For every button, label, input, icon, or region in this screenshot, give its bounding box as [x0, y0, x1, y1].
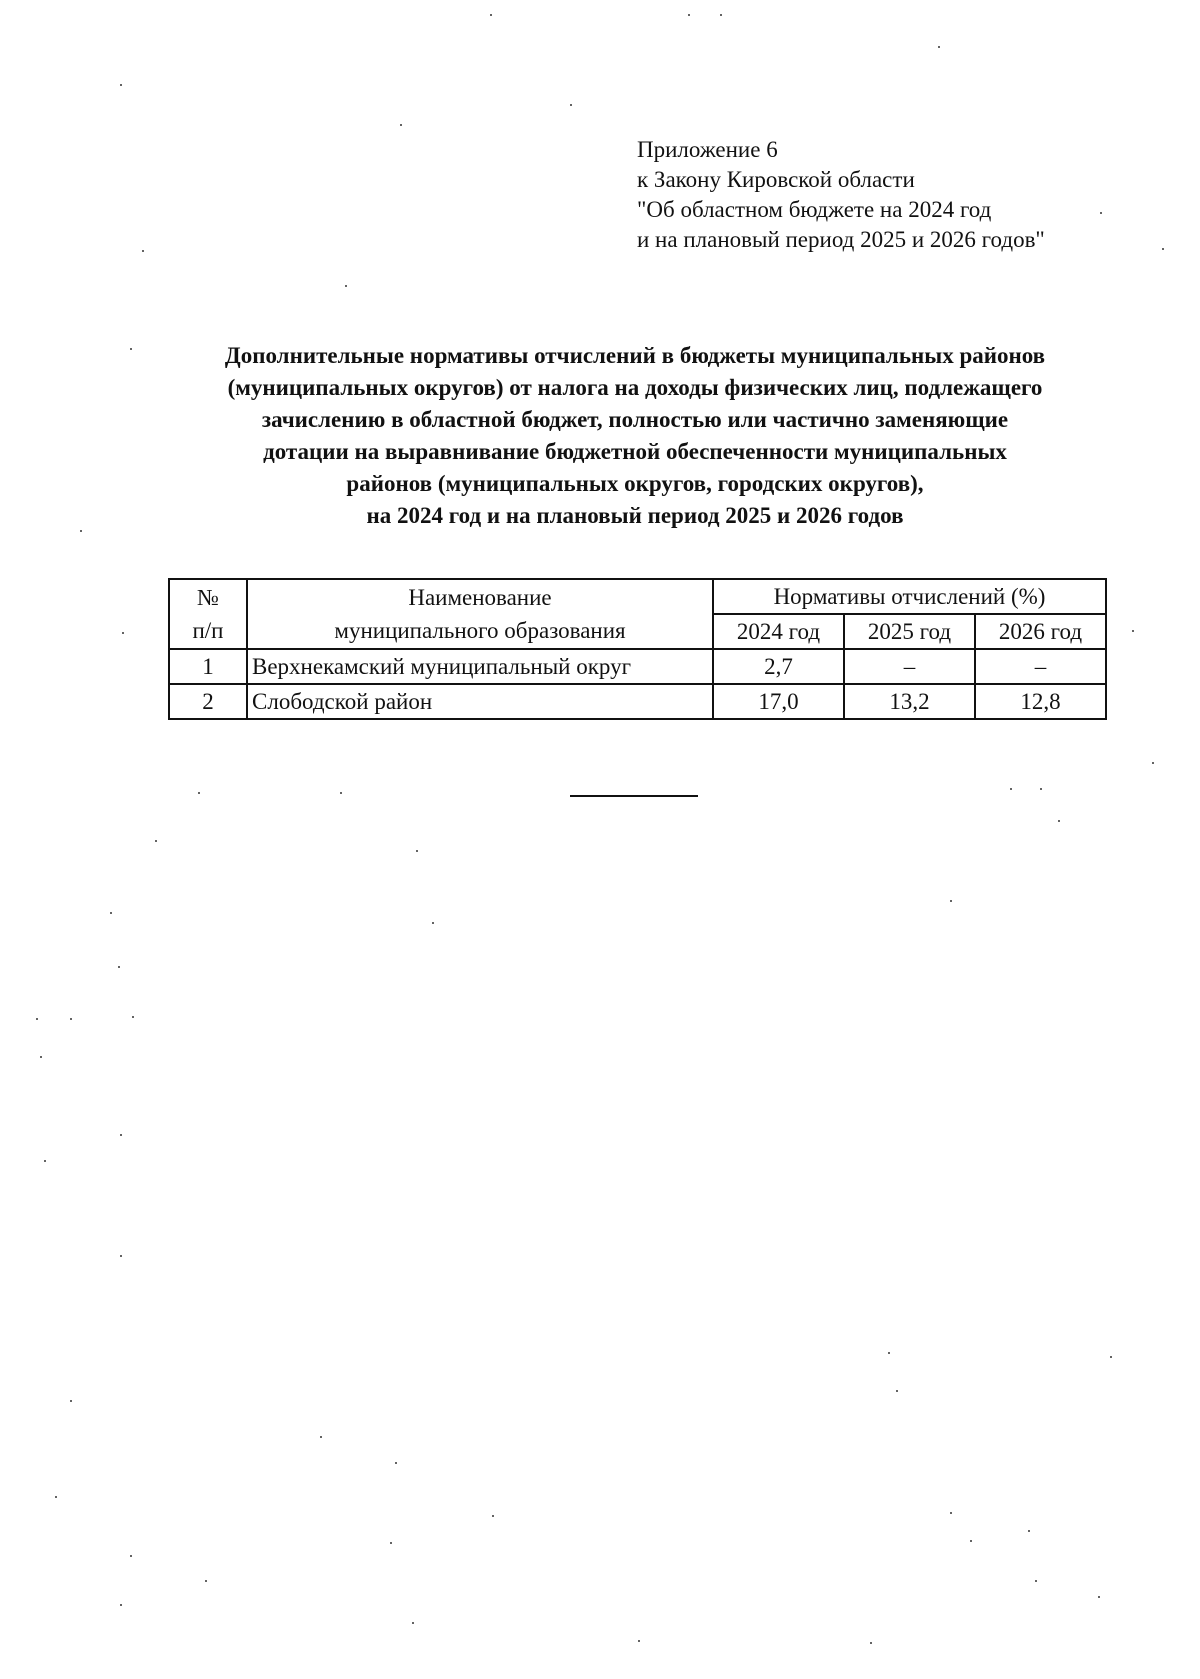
scan-speck [492, 1515, 494, 1517]
header-year-2025: 2025 год [844, 614, 975, 649]
scan-speck [938, 46, 940, 48]
title-line-2: (муниципальных округов) от налога на доходы физических лиц, подлежащего [227, 375, 1043, 400]
scan-speck [896, 1390, 898, 1392]
header-num-line-2: п/п [192, 618, 224, 643]
scan-speck [688, 14, 690, 16]
scan-speck [130, 1555, 132, 1557]
scan-speck [638, 1640, 640, 1642]
scan-speck [1100, 212, 1102, 214]
scan-speck [40, 1056, 42, 1058]
scan-speck [132, 1016, 134, 1018]
header-year-2024: 2024 год [713, 614, 844, 649]
header-norms-group: Нормативы отчислений (%) [713, 579, 1106, 614]
row-num: 1 [169, 649, 247, 684]
row-value-2025: 13,2 [844, 684, 975, 719]
scan-speck [950, 900, 952, 902]
scan-speck [416, 850, 418, 852]
document-title [160, 340, 1110, 532]
scan-speck [1132, 630, 1134, 632]
scan-speck [345, 285, 347, 287]
norms-table [168, 578, 1107, 720]
scan-speck [142, 250, 144, 252]
row-value-2026: – [975, 649, 1106, 684]
scan-speck [120, 1134, 122, 1136]
row-name: Слободской район [247, 684, 713, 719]
table-row [169, 684, 1106, 719]
appendix-line-3: "Об областном бюджете на 2024 год [637, 197, 992, 222]
title-line-1: Дополнительные нормативы отчислений в бюджеты муниципальных районов [224, 343, 1046, 368]
end-of-document-rule [570, 795, 698, 797]
title-line-5: районов (муниципальных округов, городских округов), [346, 471, 924, 496]
scan-speck [55, 1496, 57, 1498]
scan-speck [412, 1622, 414, 1624]
header-num [169, 579, 247, 649]
scan-speck [155, 840, 157, 842]
row-num: 2 [169, 684, 247, 719]
table-header-row-1 [169, 579, 1106, 614]
scan-speck [390, 1542, 392, 1544]
appendix-line-1: Приложение 6 [637, 137, 778, 162]
scan-speck [950, 1512, 952, 1514]
scan-speck [36, 1018, 38, 1020]
scan-speck [1110, 1356, 1112, 1358]
row-value-2025: – [844, 649, 975, 684]
scan-speck [1028, 1530, 1030, 1532]
scan-speck [120, 84, 122, 86]
scan-speck [432, 922, 434, 924]
scan-speck [888, 1352, 890, 1354]
scan-speck [122, 632, 124, 634]
row-name: Верхнекамский муниципальный округ [247, 649, 713, 684]
scan-speck [70, 1400, 72, 1402]
scan-speck [1010, 788, 1012, 790]
scan-speck [130, 348, 132, 350]
scan-speck [1162, 248, 1164, 250]
header-name [247, 579, 713, 649]
scan-speck [44, 1160, 46, 1162]
scan-speck [320, 1436, 322, 1438]
title-line-4: дотации на выравнивание бюджетной обеспеченности муниципальных [263, 439, 1007, 464]
scan-speck [870, 1642, 872, 1644]
title-line-3: зачислению в областной бюджет, полностью или частично заменяющие [261, 407, 1009, 432]
appendix-line-2: к Закону Кировской области [637, 167, 915, 192]
row-value-2024: 17,0 [713, 684, 844, 719]
scan-speck [120, 1604, 122, 1606]
scan-speck [205, 1580, 207, 1582]
row-value-2026: 12,8 [975, 684, 1106, 719]
scan-speck [1152, 762, 1154, 764]
header-num-line-1: № [197, 585, 219, 610]
scan-speck [970, 1540, 972, 1542]
scan-speck [570, 104, 572, 106]
table-row [169, 649, 1106, 684]
scan-speck [340, 792, 342, 794]
scan-speck [395, 1462, 397, 1464]
scan-speck [198, 792, 200, 794]
scan-speck [1098, 1596, 1100, 1598]
scan-speck [110, 912, 112, 914]
scan-speck [70, 1018, 72, 1020]
scan-speck [490, 14, 492, 16]
header-year-2026: 2026 год [975, 614, 1106, 649]
header-name-line-1: Наименование [408, 585, 552, 610]
row-value-2024: 2,7 [713, 649, 844, 684]
scan-speck [400, 124, 402, 126]
scan-speck [1058, 820, 1060, 822]
title-line-6: на 2024 год и на плановый период 2025 и 2026 годов [366, 503, 904, 528]
scan-speck [120, 1255, 122, 1257]
scan-speck [118, 966, 120, 968]
scan-speck [1040, 788, 1042, 790]
appendix-reference [637, 135, 1045, 255]
scan-speck [1035, 1580, 1037, 1582]
scan-speck [80, 530, 82, 532]
scan-speck [720, 14, 722, 16]
header-name-line-2: муниципального образования [334, 618, 626, 643]
appendix-line-4: и на плановый период 2025 и 2026 годов" [637, 227, 1045, 252]
